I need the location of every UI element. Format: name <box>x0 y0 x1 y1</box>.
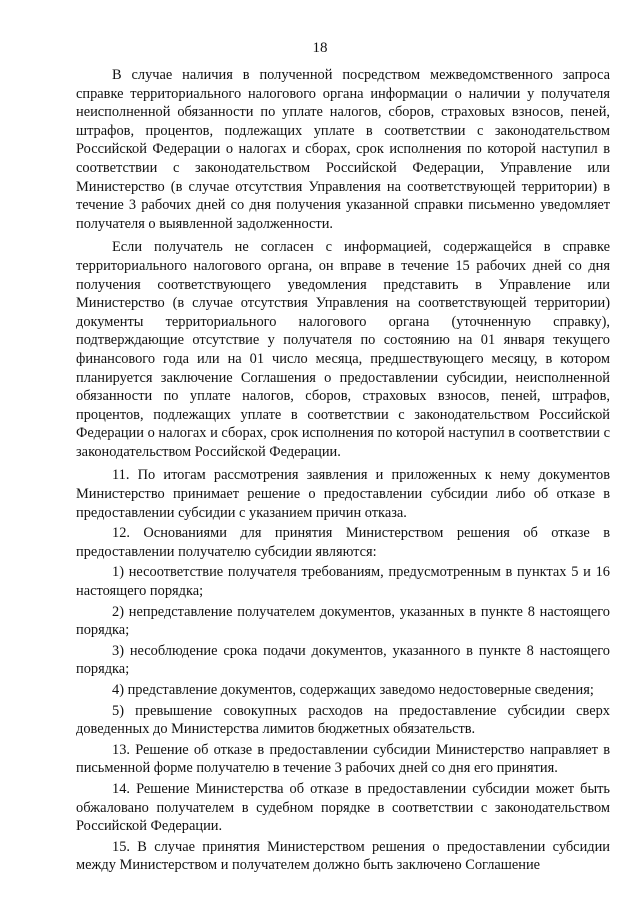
paragraph-debt-notice: В случае наличия в полученной посредством межведомственного запроса справке территориального налогового органа информации о наличии у получателя неисполненной обязанности по уплате налогов, сборов, страховых взносов, пеней, штрафов, процентов, подлежащих уплате в соответствии с законодательством Российской Федерации о налогах и сборах, срок исполнения по которой наступил в соответствии с законодательством Российской Федерации, Управление или Министерство (в случае отсутствия Управления на соответствующей территории) в течение 3 рабочих дней со дня получения указанной справки письменно уведомляет получателя о выявленной задолженности. <box>76 67 610 232</box>
paragraph-13: 13. Решение об отказе в предоставлении субсидии Министерство направляет в письменной форме получателю в течение 3 рабочих дней со дня его принятия. <box>76 741 610 777</box>
page-number: 18 <box>312 40 328 56</box>
list-item-4: 4) представление документов, содержащих заведомо недостоверные сведения; <box>112 682 594 698</box>
paragraph-14: 14. Решение Министерства об отказе в предоставлении субсидии может быть обжаловано получателем в судебном порядке в соответствии с законодательством Российской Федерации. <box>76 780 610 835</box>
paragraph-12: 12. Основаниями для принятия Министерством решения об отказе в предоставлении получателю субсидии являются: <box>76 525 610 560</box>
list-item-5: 5) превышение совокупных расходов на предоставление субсидии сверх доведенных до Министерства лимитов бюджетных обязательств. <box>76 702 610 738</box>
paragraph-15: 15. В случае принятия Министерством решения о предоставлении субсидии между Министерством и получателем должно быть заключено Соглашение <box>76 838 610 874</box>
paragraph-disagreement: Если получатель не согласен с информацией, содержащейся в справке территориального налогового органа, он вправе в течение 15 рабочих дней со дня получения соответствующего уведомления представить в Управление или Министерство (в случае отсутствия Управления на соответствующей территории) документы территориального налогового органа (уточненную справку), подтверждающие отсутствие у получателя по состоянию на 01 января текущего финансового года или на 01 число месяца, предшествующего месяцу, в котором планируется заключение Соглашения о предоставлении субсидии, неисполненной обязанности по уплате налогов, сборов, страховых взносов, пеней, штрафов, процентов, подлежащих уплате в соответствии с законодательством Российской Федерации о налогах и сборах, срок исполнения по которой наступил в соответствии с законодательством Российской Федерации. <box>76 239 610 460</box>
paragraph-11: 11. По итогам рассмотрения заявления и приложенных к нему документов Министерство принимает решение о предоставлении субсидии либо об отказе в предоставлении субсидии с указанием причин отказа. <box>76 467 610 521</box>
list-item-2: 2) непредставление получателем документов, указанных в пункте 8 настоящего порядка; <box>76 603 610 639</box>
list-item-1: 1) несоответствие получателя требованиям, предусмотренным в пунктах 5 и 16 настоящего порядка; <box>76 564 610 600</box>
document-body <box>76 66 610 877</box>
list-item-3: 3) несоблюдение срока подачи документов, указанного в пункте 8 настоящего порядка; <box>76 642 610 678</box>
